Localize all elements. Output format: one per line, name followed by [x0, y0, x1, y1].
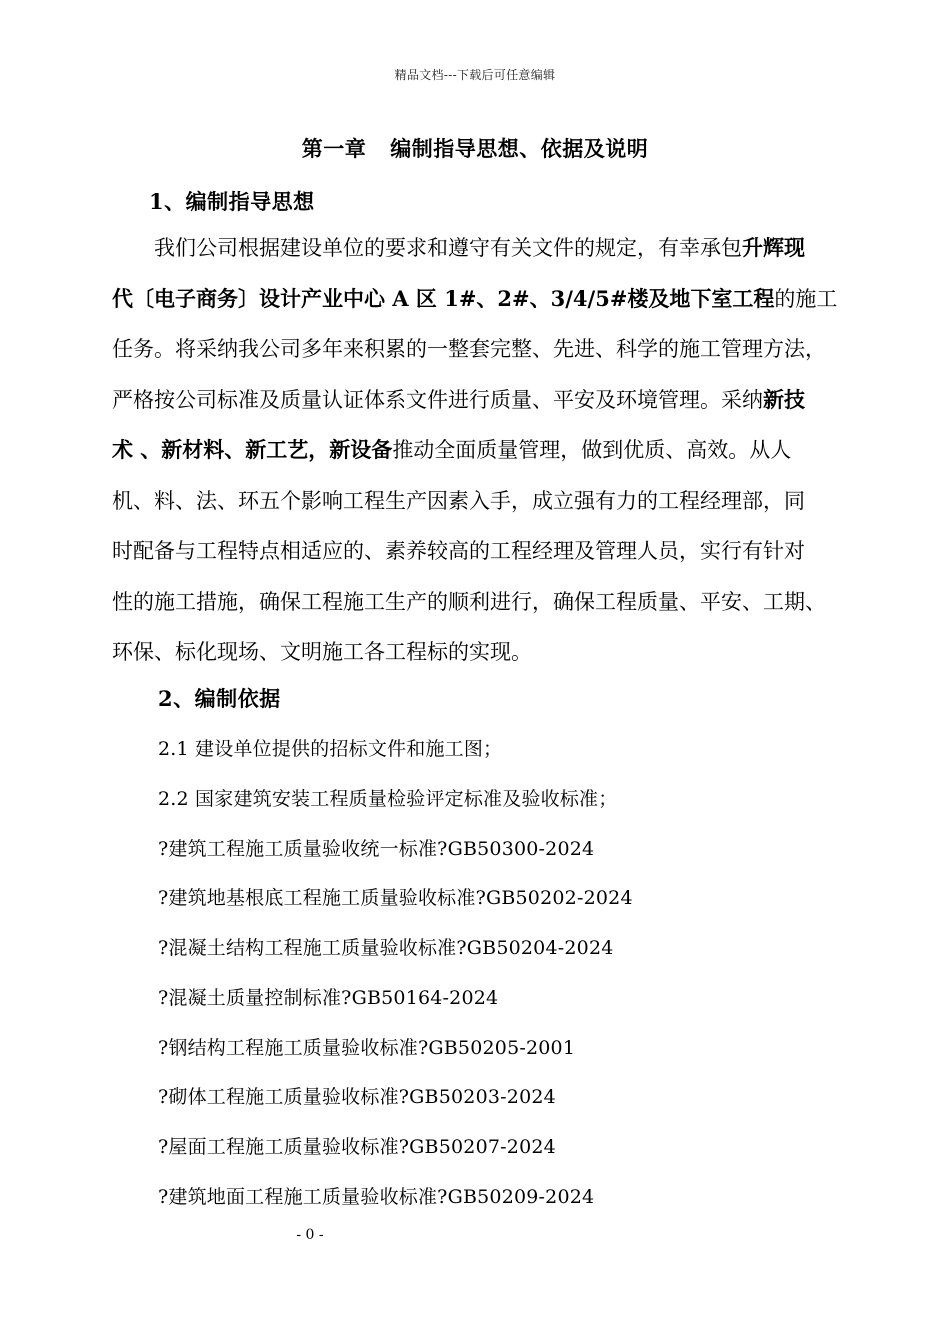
list-item: ?建筑地基根底工程施工质量验收标准?GB50202-2024	[158, 887, 633, 909]
list-item: ?建筑地面工程施工质量验收标准?GB50209-2024	[158, 1186, 595, 1208]
section2-heading: 2、编制依据	[158, 686, 281, 711]
chapter-title	[0, 133, 950, 163]
page-number: - 0 -	[296, 1227, 324, 1243]
section1-paragraph	[112, 223, 872, 678]
chapter-title-text: 编制指导思想、依据及说明	[390, 136, 649, 161]
paragraph-line: 机、料、法、环五个影响工程生产因素入手，成立强有力的工程经理部，同	[112, 488, 805, 513]
list-item: ?混凝土结构工程施工质量验收标准?GB50204-2024	[158, 937, 614, 959]
paragraph-line: 我们公司根据建设单位的要求和遵守有关文件的规定，有幸承包升辉现	[154, 235, 805, 260]
list-item: ?屋面工程施工质量验收标准?GB50207-2024	[158, 1136, 556, 1158]
paragraph-line: 环保、标化现场、文明施工各工程标的实现。	[112, 640, 532, 664]
list-item: 2.1 建设单位提供的招标文件和施工图；	[158, 738, 503, 760]
paragraph-line: 任务。将采纳我公司多年来积累的一整套完整、先进、科学的施工管理方法，	[112, 337, 826, 361]
paragraph-line: 性的施工措施，确保工程施工生产的顺利进行，确保工程质量、平安、工期、	[112, 589, 826, 614]
paragraph-line: 时配备与工程特点相适应的、素养较高的工程经理及管理人员，实行有针对	[112, 539, 805, 563]
paragraph-line: 术 、新材料、新工艺，新设备推动全面质量管理，做到优质、高效。从人	[112, 437, 792, 462]
list-item: ?混凝土质量控制标准?GB50164-2024	[158, 987, 499, 1009]
section1-heading: 1、编制指导思想	[149, 189, 315, 214]
list-item: ?建筑工程施工质量验收统一标准?GB50300-2024	[158, 838, 595, 860]
list-item: 2.2 国家建筑安装工程质量检验评定标准及验收标准；	[158, 788, 618, 810]
paragraph-line: 代〔电子商务〕设计产业中心 A 区 1#、2#、3/4/5#楼及地下室工程的施工	[112, 285, 838, 311]
paragraph-line: 严格按公司标准及质量认证体系文件进行质量、平安及环境管理。采纳新技	[112, 386, 805, 412]
chapter-number: 第一章	[301, 136, 367, 161]
header-note: 精品文档---下载后可任意编辑	[394, 68, 556, 82]
list-item: ?砌体工程施工质量验收标准?GB50203-2024	[158, 1086, 556, 1108]
list-item: ?钢结构工程施工质量验收标准?GB50205-2001	[158, 1037, 576, 1059]
